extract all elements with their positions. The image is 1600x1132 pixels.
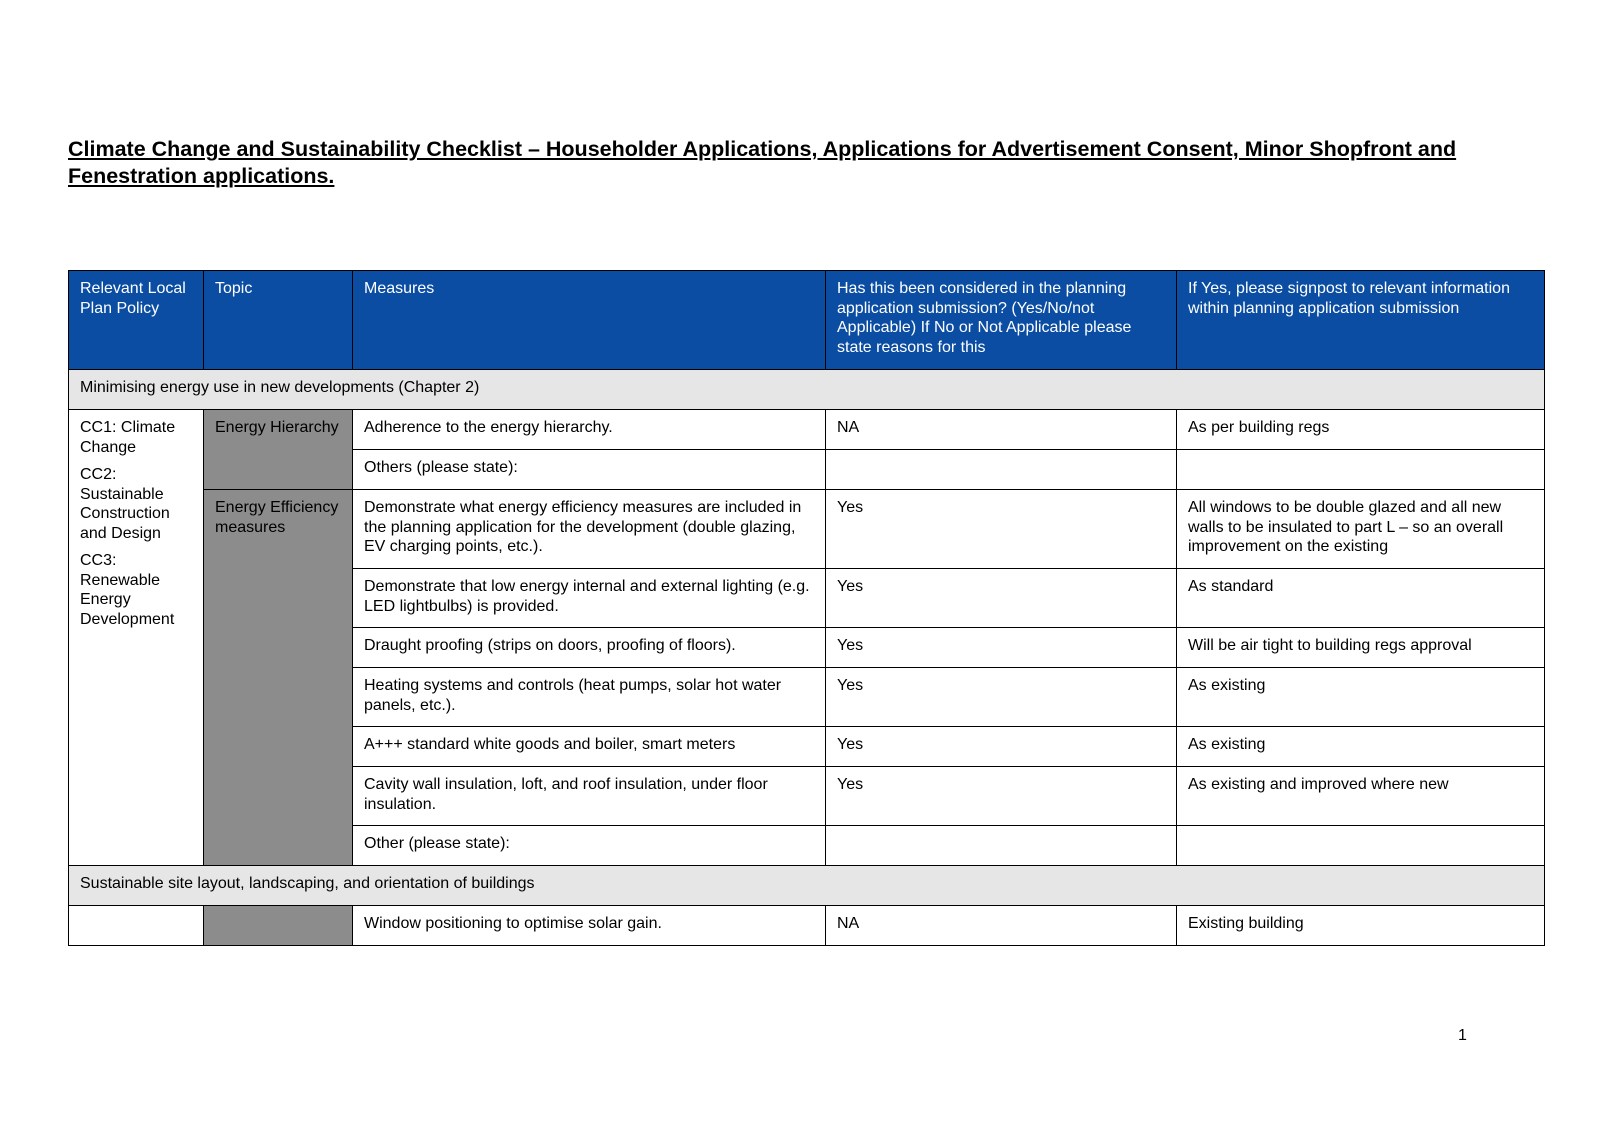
header-measures: Measures	[353, 271, 826, 370]
measure-cell: Demonstrate what energy efficiency measures are included in the planning application for the development (double glazing, EV charging points, etc.).	[353, 490, 826, 569]
header-topic: Topic	[204, 271, 353, 370]
signpost-cell[interactable]: All windows to be double glazed and all new walls to be insulated to part L – so an overall improvement on the existing	[1177, 490, 1545, 569]
section-title: Sustainable site layout, landscaping, and orientation of buildings	[69, 866, 1545, 906]
topic-energy-efficiency: Energy Efficiency measures	[204, 490, 353, 866]
considered-cell[interactable]: Yes	[826, 727, 1177, 767]
section-title: Minimising energy use in new developments (Chapter 2)	[69, 370, 1545, 410]
policy-cc2: CC2: Sustainable Construction and Design	[80, 466, 170, 542]
measure-cell: Heating systems and controls (heat pumps, solar hot water panels, etc.).	[353, 668, 826, 727]
signpost-cell[interactable]: As existing	[1177, 668, 1545, 727]
table-row	[69, 906, 1545, 946]
considered-cell[interactable]: Yes	[826, 628, 1177, 668]
section-row	[69, 866, 1545, 906]
signpost-cell[interactable]: As standard	[1177, 569, 1545, 628]
document-title: Climate Change and Sustainability Checklist – Householder Applications, Applications for Advertisement Consent, Minor Shopfront and Fenestration applications.	[68, 137, 1457, 188]
considered-cell[interactable]	[826, 450, 1177, 490]
measure-cell: Other (please state):	[353, 826, 826, 866]
considered-cell[interactable]: NA	[826, 410, 1177, 450]
signpost-cell[interactable]: Existing building	[1177, 906, 1545, 946]
header-policy: Relevant Local Plan Policy	[69, 271, 204, 370]
policy-cc1: CC1: Climate Change	[80, 419, 176, 456]
topic-energy-hierarchy: Energy Hierarchy	[204, 410, 353, 490]
signpost-cell[interactable]: As per building regs	[1177, 410, 1545, 450]
measure-cell: Others (please state):	[353, 450, 826, 490]
policy-cell	[69, 906, 204, 946]
signpost-cell[interactable]	[1177, 450, 1545, 490]
signpost-cell[interactable]: Will be air tight to building regs approval	[1177, 628, 1545, 668]
considered-cell[interactable]: NA	[826, 906, 1177, 946]
header-signpost: If Yes, please signpost to relevant information within planning application submission	[1177, 271, 1545, 370]
policy-cc3: CC3: Renewable Energy Development	[80, 552, 175, 628]
page-number: 1	[1458, 1027, 1467, 1044]
considered-cell[interactable]: Yes	[826, 668, 1177, 727]
measure-cell: Draught proofing (strips on doors, proofing of floors).	[353, 628, 826, 668]
signpost-cell[interactable]: As existing and improved where new	[1177, 767, 1545, 826]
measure-cell: Window positioning to optimise solar gain.	[353, 906, 826, 946]
signpost-cell[interactable]	[1177, 826, 1545, 866]
measure-cell: A+++ standard white goods and boiler, smart meters	[353, 727, 826, 767]
measure-cell: Demonstrate that low energy internal and external lighting (e.g. LED lightbulbs) is provided.	[353, 569, 826, 628]
considered-cell[interactable]: Yes	[826, 569, 1177, 628]
table-row	[69, 410, 1545, 450]
header-considered: Has this been considered in the planning application submission? (Yes/No/not Applicable) If No or Not Applicable please state reasons for this	[826, 271, 1177, 370]
topic-cell	[204, 906, 353, 946]
section-row	[69, 370, 1545, 410]
header-row	[69, 271, 1545, 370]
policy-cell	[69, 410, 204, 866]
measure-cell: Adherence to the energy hierarchy.	[353, 410, 826, 450]
checklist-table	[68, 270, 1545, 946]
considered-cell[interactable]	[826, 826, 1177, 866]
signpost-cell[interactable]: As existing	[1177, 727, 1545, 767]
table-row	[69, 490, 1545, 569]
measure-cell: Cavity wall insulation, loft, and roof insulation, under floor insulation.	[353, 767, 826, 826]
considered-cell[interactable]: Yes	[826, 490, 1177, 569]
considered-cell[interactable]: Yes	[826, 767, 1177, 826]
